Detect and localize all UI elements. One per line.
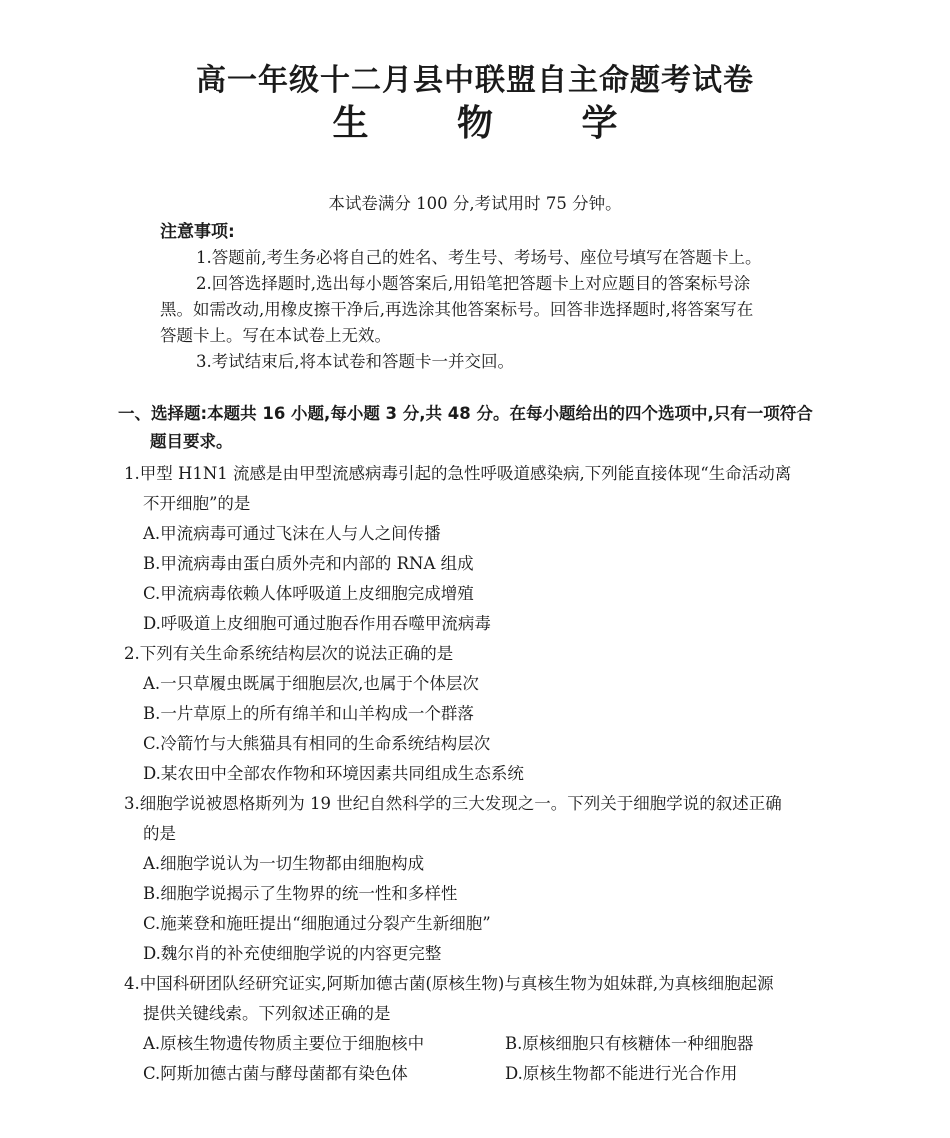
option-d: D.某农田中全部农作物和环境因素共同组成生态系统 xyxy=(143,764,524,783)
question-stem: 2.下列有关生命系统结构层次的说法正确的是 xyxy=(124,644,454,663)
notice-item: 2.回答选择题时,选出每小题答案后,用铅笔把答题卡上对应题目的答案标号涂 xyxy=(196,274,751,293)
exam-title: 高一年级十二月县中联盟自主命题考试卷 xyxy=(196,63,754,98)
option-b: B.甲流病毒由蛋白质外壳和内部的 RNA 组成 xyxy=(143,554,474,573)
option-d: D.原核生物都不能进行光合作用 xyxy=(505,1064,738,1083)
notice-item: 3.考试结束后,将本试卷和答题卡一并交回。 xyxy=(196,352,514,371)
option-a: A.甲流病毒可通过飞沫在人与人之间传播 xyxy=(143,524,441,543)
question-stem: 的是 xyxy=(143,824,176,843)
notice-item: 1.答题前,考生务必将自己的姓名、考生号、考场号、座位号填写在答题卡上。 xyxy=(196,248,762,267)
exam-info: 本试卷满分 100 分,考试用时 75 分钟。 xyxy=(328,194,622,213)
option-c: C.甲流病毒依赖人体呼吸道上皮细胞完成增殖 xyxy=(143,584,474,603)
question-stem: 3.细胞学说被恩格斯列为 19 世纪自然科学的三大发现之一。下列关于细胞学说的叙述正确 xyxy=(124,794,782,813)
option-d: D.魏尔肖的补充使细胞学说的内容更完整 xyxy=(143,944,442,963)
option-a: A.细胞学说认为一切生物都由细胞构成 xyxy=(143,854,425,873)
notice-item: 答题卡上。写在本试卷上无效。 xyxy=(160,326,391,345)
option-a: A.原核生物遗传物质主要位于细胞核中 xyxy=(143,1034,425,1053)
notice-item: 黑。如需改动,用橡皮擦干净后,再选涂其他答案标号。回答非选择题时,将答案写在 xyxy=(160,300,754,319)
option-c: C.阿斯加德古菌与酵母菌都有染色体 xyxy=(143,1064,408,1083)
option-b: B.细胞学说揭示了生物界的统一性和多样性 xyxy=(143,884,458,903)
question-stem: 不开细胞”的是 xyxy=(143,494,251,513)
option-a: A.一只草履虫既属于细胞层次,也属于个体层次 xyxy=(143,674,479,693)
question-stem: 4.中国科研团队经研究证实,阿斯加德古菌(原核生物)与真核生物为姐妹群,为真核细胞起源 xyxy=(124,974,774,993)
question-stem: 1.甲型 H1N1 流感是由甲型流感病毒引起的急性呼吸道感染病,下列能直接体现“生命活动离 xyxy=(124,464,792,483)
option-c: C.施莱登和施旺提出“细胞通过分裂产生新细胞” xyxy=(143,914,491,933)
notice-heading: 注意事项: xyxy=(160,222,235,242)
question-stem: 提供关键线索。下列叙述正确的是 xyxy=(143,1004,391,1023)
section-heading: 一、选择题:本题共 16 小题,每小题 3 分,共 48 分。在每小题给出的四个选项中,只有一项符合 xyxy=(118,404,813,423)
option-c: C.冷箭竹与大熊猫具有相同的生命系统结构层次 xyxy=(143,734,491,753)
option-b: B.原核细胞只有核糖体一种细胞器 xyxy=(505,1034,754,1053)
subject-title: 生 物 学 xyxy=(332,103,656,144)
option-d: D.呼吸道上皮细胞可通过胞吞作用吞噬甲流病毒 xyxy=(143,614,491,633)
section-heading-continued: 题目要求。 xyxy=(150,432,233,451)
option-b: B.一片草原上的所有绵羊和山羊构成一个群落 xyxy=(143,704,474,723)
